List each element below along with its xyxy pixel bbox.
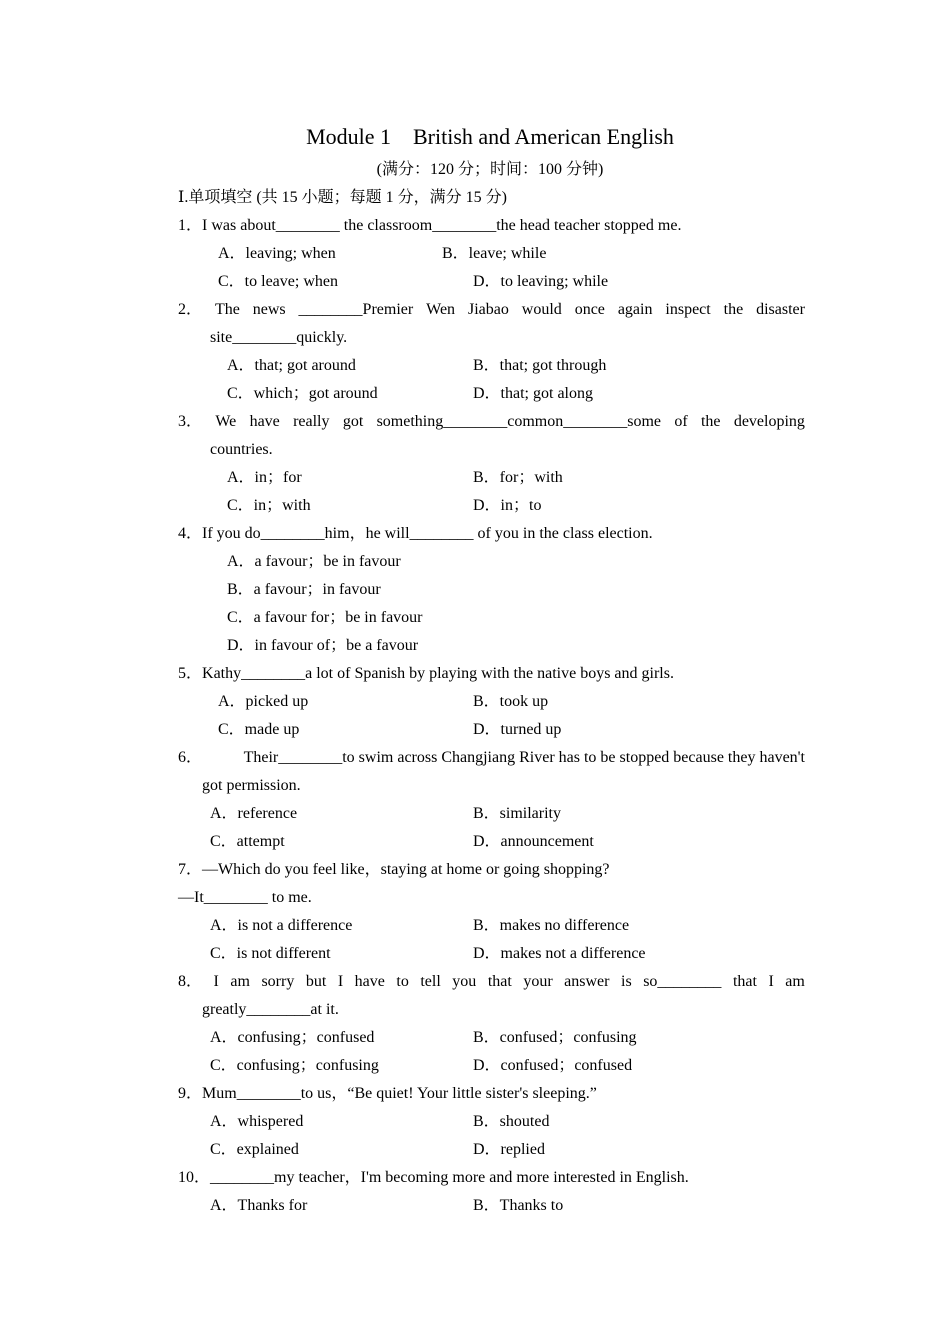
question-number: 8． (178, 973, 203, 990)
option-d: D．turned up (473, 721, 562, 738)
word: We (215, 413, 237, 430)
question-3-stem (178, 410, 805, 434)
question-9-stem (178, 1082, 597, 1106)
question-3-stem-continued: countries. (210, 441, 273, 458)
question-number: 7． (178, 861, 203, 878)
word: am (785, 973, 805, 990)
word: once (574, 301, 605, 318)
word: developing (733, 413, 805, 430)
option-d: D．replied (473, 1141, 545, 1158)
question-text: Their________to swim across Changjiang River has to be stopped because they haven't (243, 749, 805, 766)
word: tell (420, 973, 441, 990)
word: to (396, 973, 409, 990)
word: disaster (756, 301, 805, 318)
option-b: B．similarity (473, 805, 562, 822)
word: inspect (665, 301, 711, 318)
exam-info: (满分：120 分；时间：100 分钟) (376, 161, 604, 178)
option-d: D．makes not a difference (473, 945, 646, 962)
option-d: D．in；to (473, 497, 542, 514)
question-6-stem (178, 746, 805, 770)
option-c: C．attempt (210, 833, 285, 850)
question-number: 9． (178, 1085, 203, 1102)
option-a: A．leaving; when (218, 245, 336, 262)
word: that (487, 973, 512, 990)
option-d: D．in favour of；be a favour (227, 637, 419, 654)
word: the (700, 413, 721, 430)
option-b: B．took up (473, 693, 549, 710)
word: Wen (426, 301, 456, 318)
option-c: C．to leave; when (218, 273, 338, 290)
word: news (252, 301, 286, 318)
word: sorry (261, 973, 295, 990)
option-c: C．made up (218, 721, 300, 738)
word: I (213, 973, 219, 990)
question-7-reply: —It________ to me. (178, 889, 312, 906)
option-b: B．leave; while (442, 245, 547, 262)
question-number: 5． (178, 665, 203, 682)
word: again (617, 301, 653, 318)
word: of (674, 413, 688, 430)
option-c: C．explained (210, 1141, 299, 1158)
word: answer (564, 973, 610, 990)
word: your (523, 973, 553, 990)
question-number: 6． (178, 749, 203, 766)
option-d: D．that; got along (473, 385, 593, 402)
question-number: 4． (178, 525, 203, 542)
option-a: A．a favour；be in favour (227, 553, 401, 570)
option-c: C．which；got around (227, 385, 378, 402)
question-10-stem (178, 1166, 689, 1190)
word: really (293, 413, 330, 430)
question-number: 2． (178, 301, 203, 318)
option-a: A．reference (210, 805, 298, 822)
option-a: A．picked up (218, 693, 309, 710)
option-c: C．a favour for；be in favour (227, 609, 423, 626)
option-a: A．in；for (227, 469, 302, 486)
question-4-stem (178, 522, 653, 546)
option-b: B．confused；confusing (473, 1029, 637, 1046)
option-a: A．that; got around (227, 357, 356, 374)
question-text: If you do________him，he will________ of you in the class election. (202, 525, 653, 542)
question-text: I was about________ the classroom________the head teacher stopped me. (202, 217, 682, 234)
question-5-stem (178, 662, 674, 686)
word: but (305, 973, 327, 990)
section-heading: Ⅰ.单项填空 (共 15 小题；每题 1 分，满分 15 分) (178, 189, 507, 206)
question-8-stem (178, 970, 805, 994)
word: I (337, 973, 344, 990)
option-b: B．a favour；in favour (227, 581, 381, 598)
question-6-stem-continued: got permission. (202, 777, 301, 794)
word: am (230, 973, 250, 990)
word: have (354, 973, 385, 990)
word: is (621, 973, 632, 990)
word: have (249, 413, 280, 430)
question-7-stem (178, 858, 610, 882)
page-title: Module 1 British and American English (306, 124, 674, 149)
word: you (452, 973, 477, 990)
question-2-stem (178, 298, 805, 322)
option-a: A．is not a difference (210, 917, 353, 934)
word: got (342, 413, 364, 430)
question-number: 1． (178, 217, 203, 234)
word: I (768, 973, 774, 990)
option-c: C．confusing；confusing (210, 1057, 379, 1074)
option-a: A．Thanks for (210, 1197, 308, 1214)
word: ________Premier (298, 301, 414, 318)
question-text: Kathy________a lot of Spanish by playing with the native boys and girls. (202, 665, 674, 682)
option-a: A．whispered (210, 1113, 304, 1130)
word: the (723, 301, 744, 318)
option-b: B．for；with (473, 469, 563, 486)
option-a: A．confusing；confused (210, 1029, 375, 1046)
word: so________ (643, 973, 722, 990)
option-d: D．confused；confused (473, 1057, 633, 1074)
option-b: B．makes no difference (473, 917, 630, 934)
word: something________common________some (376, 413, 662, 430)
question-1-stem (178, 214, 681, 238)
option-c: C．is not different (210, 945, 331, 962)
option-b: B．shouted (473, 1113, 550, 1130)
question-text: ________my teacher，I'm becoming more and more interested in English. (210, 1169, 689, 1186)
question-number: 10． (178, 1169, 211, 1186)
question-text: Mum________to us，“Be quiet! Your little sister's sleeping.” (202, 1085, 597, 1102)
word: that (732, 973, 757, 990)
question-text: —Which do you feel like，staying at home or going shopping? (202, 861, 610, 878)
question-2-stem-continued: site________quickly. (210, 329, 348, 346)
option-b: B．Thanks to (473, 1197, 564, 1214)
word: Jiabao (467, 301, 509, 318)
word: The (214, 301, 240, 318)
option-d: D．announcement (473, 833, 594, 850)
question-8-stem-continued: greatly________at it. (202, 1001, 339, 1018)
question-number: 3． (178, 413, 203, 430)
option-c: C．in；with (227, 497, 311, 514)
option-b: B．that; got through (473, 357, 607, 374)
word: would (521, 301, 562, 318)
option-d: D．to leaving; while (473, 273, 609, 290)
